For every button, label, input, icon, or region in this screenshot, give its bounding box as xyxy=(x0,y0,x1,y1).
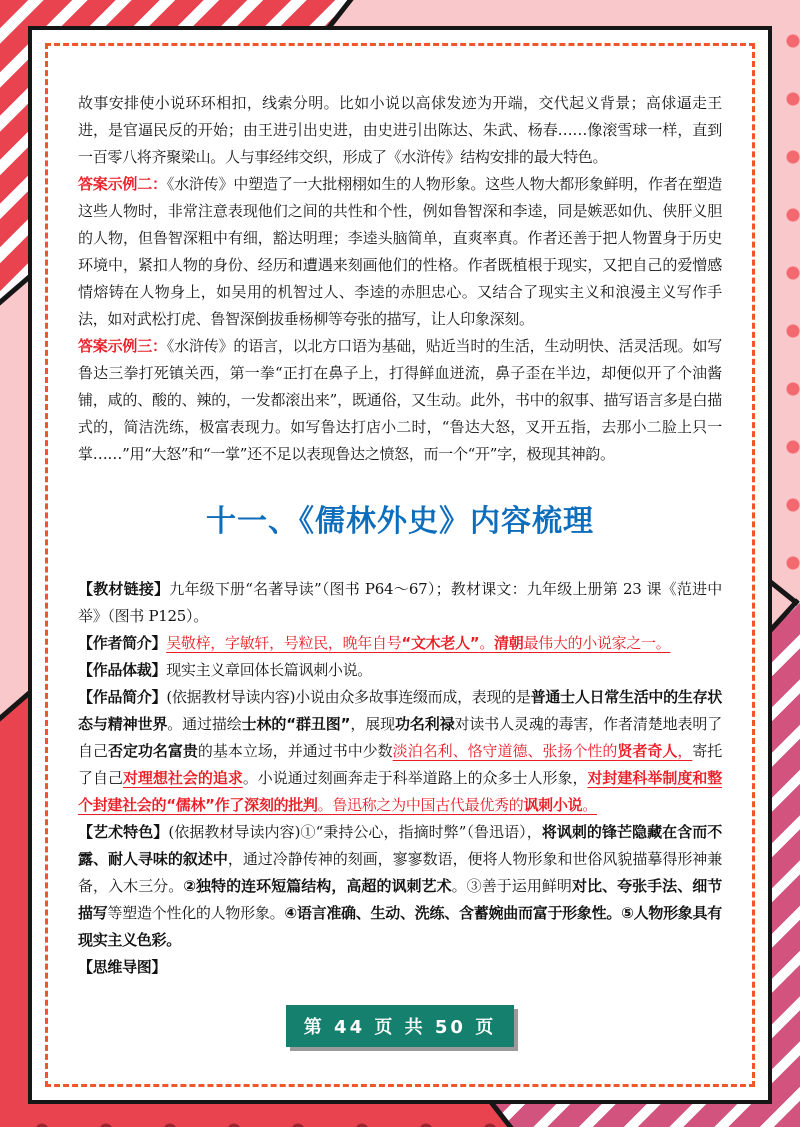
text-segment: 。通过描绘 xyxy=(167,715,242,733)
text-segment: 。③善于运用鲜明 xyxy=(451,877,572,895)
text-segment: 故事安排使小说环环相扣，线索分明。比如小说以高俅发迹为开端，交代起义背景；高俅逼走王进，是官逼民反的开始；由王进引出史进，由史进引出陈达、朱武、杨春……像滚雪球一样，直到一百零八将齐聚梁山。人与事经纬交织，形成了《水浒传》结构安排的最大特色。 xyxy=(78,94,722,166)
text-segment: ， xyxy=(677,742,693,760)
text-segment: 【作品简介】 xyxy=(78,688,167,706)
text-segment: (依据教材导读内容)小说由众多故事连缀而成，表现的是 xyxy=(166,688,531,706)
body-paragraph-answer-example-3 xyxy=(78,333,722,468)
text-segment: 。小说通过刻画奔走于科举道路上的众多士人形象， xyxy=(242,769,588,787)
text-segment: 。 xyxy=(479,634,495,652)
page-number-badge: 第 44 页 共 50 页 xyxy=(286,1005,514,1047)
document-content xyxy=(78,90,722,1047)
text-segment: 淡泊名利、恪守道德、张扬个性的 xyxy=(392,742,618,760)
info-paragraph-genre xyxy=(78,657,722,684)
text-segment: 答案示例二： xyxy=(78,175,167,193)
info-paragraph-author-intro xyxy=(78,630,722,657)
text-segment: 对封建科举制度和整个封建社会的“儒林”作了深刻的批判 xyxy=(78,769,722,814)
text-segment: ，展现 xyxy=(350,715,395,733)
text-segment: 对读书人灵魂的毒害，作者清楚地表明了自己 xyxy=(78,715,722,760)
text-segment: 。 xyxy=(317,796,333,814)
text-segment: 等塑造个性化的人物形象。 xyxy=(107,904,285,922)
text-segment: 九年级下册“名著导读”（图书 P64～67）；教材课文：九年级上册第 23 课《范进中举》（图书 P125）。 xyxy=(78,580,722,625)
text-segment: 士林的“群丑图” xyxy=(241,715,351,733)
text-segment: 吴敬梓，字敏轩，号粒民，晚年自号 xyxy=(166,634,402,652)
text-segment: 【思维导图】 xyxy=(78,958,167,976)
text-segment: 。 xyxy=(582,796,597,814)
text-segment: 讽刺小说 xyxy=(523,796,583,814)
body-paragraph-answer-example-2 xyxy=(78,171,722,333)
info-paragraph-mindmap-label xyxy=(78,954,722,981)
text-segment: 答案示例三： xyxy=(78,337,167,355)
content-panel xyxy=(28,26,772,1104)
text-segment: 【作品体裁】 xyxy=(78,661,167,679)
text-segment: 普通士人日常生活中的生存状态与精神世界 xyxy=(78,688,722,733)
text-segment: 功名利禄 xyxy=(394,715,455,733)
info-paragraph-textbook-link xyxy=(78,576,722,630)
body-paragraph-structure xyxy=(78,90,722,171)
text-segment: 贤者奇人 xyxy=(617,742,678,760)
section-title: 十一、《儒林外史》内容梳理 xyxy=(206,504,594,539)
text-segment: 最伟大的小说家之一。 xyxy=(523,634,671,652)
text-segment: ②独特的连环短篇结构，高超的讽刺艺术 xyxy=(183,877,452,895)
text-segment: (依据教材导读内容)①“秉持公心，指摘时弊”（鲁迅语）， xyxy=(168,823,542,841)
text-segment: 寄托了自己 xyxy=(78,742,722,787)
text-segment: 【艺术特色】 xyxy=(78,823,169,841)
text-segment: 《水浒传》中塑造了一大批栩栩如生的人物形象。这些人物大都形象鲜明，作者在塑造这些人物时，非常注意表现他们之间的共性和个性，例如鲁智深和李逵，同是嫉恶如仇、侠肝义胆的人物，但鲁智深粗中有细，豁达明理；李逵头脑简单，直爽率真。作者还善于把人物置身于历史环境中，紧扣人物的身份、经历和遭遇来刻画他们的性格。作者既植根于现实，又把自己的爱憎感情熔铸在人物身上，如吴用的机智过人、李逵的赤胆忠心。又结合了现实主义和浪漫主义写作手法，如对武松打虎、鲁智深倒拔垂杨柳等夸张的描写，让人印象深刻。 xyxy=(78,175,722,328)
text-segment: 的基本立场，并通过书中少数 xyxy=(197,742,393,760)
text-segment: 清朝 xyxy=(494,634,524,652)
text-segment: 现实主义章回体长篇讽刺小说。 xyxy=(166,661,373,679)
text-segment: 对理想社会的追求 xyxy=(122,769,243,787)
text-segment: 将讽刺的锋芒隐藏在含而不露、耐人寻味的叙述中 xyxy=(78,823,722,868)
info-paragraph-artistic-features xyxy=(78,819,722,954)
page-footer xyxy=(78,1005,722,1047)
text-segment: 《水浒传》的语言，以北方口语为基础，贴近当时的生活，生动明快、活灵活现。如写鲁达三拳打死镇关西，第一拳“正打在鼻子上，打得鲜血迸流，鼻子歪在半边，却便似开了个油酱铺，咸的、酸的、辣的，一发都滚出来”，既通俗，又生动。此外，书中的叙事、描写语言多是白描式的，简洁洗练，极富表现力。如写鲁达打店小二时，“鲁达大怒，叉开五指，去那小二脸上只一掌……”用“大怒”和“一掌”还不足以表现鲁达之愤怒，而一个“开”字，极现其神韵。 xyxy=(78,337,722,463)
text-segment: 鲁迅称之为中国古代最优秀的 xyxy=(332,796,524,814)
text-segment: 【作者简介】 xyxy=(78,634,167,652)
text-segment: 【教材链接】 xyxy=(78,580,170,598)
text-segment: ④语言准确、生动、洗练、含蓄婉曲而富于形象性。⑤人物形象具有现实主义色彩。 xyxy=(78,904,722,949)
text-segment: 否定功名富贵 xyxy=(107,742,198,760)
text-segment: ，通过冷静传神的刻画，寥寥数语，便将人物形象和世俗风貌描摹得形神兼备，入木三分。 xyxy=(78,850,722,895)
info-paragraph-work-intro xyxy=(78,684,722,819)
text-segment: 对比、夸张手法、细节描写 xyxy=(78,877,722,922)
text-segment: “文木老人” xyxy=(401,634,480,652)
